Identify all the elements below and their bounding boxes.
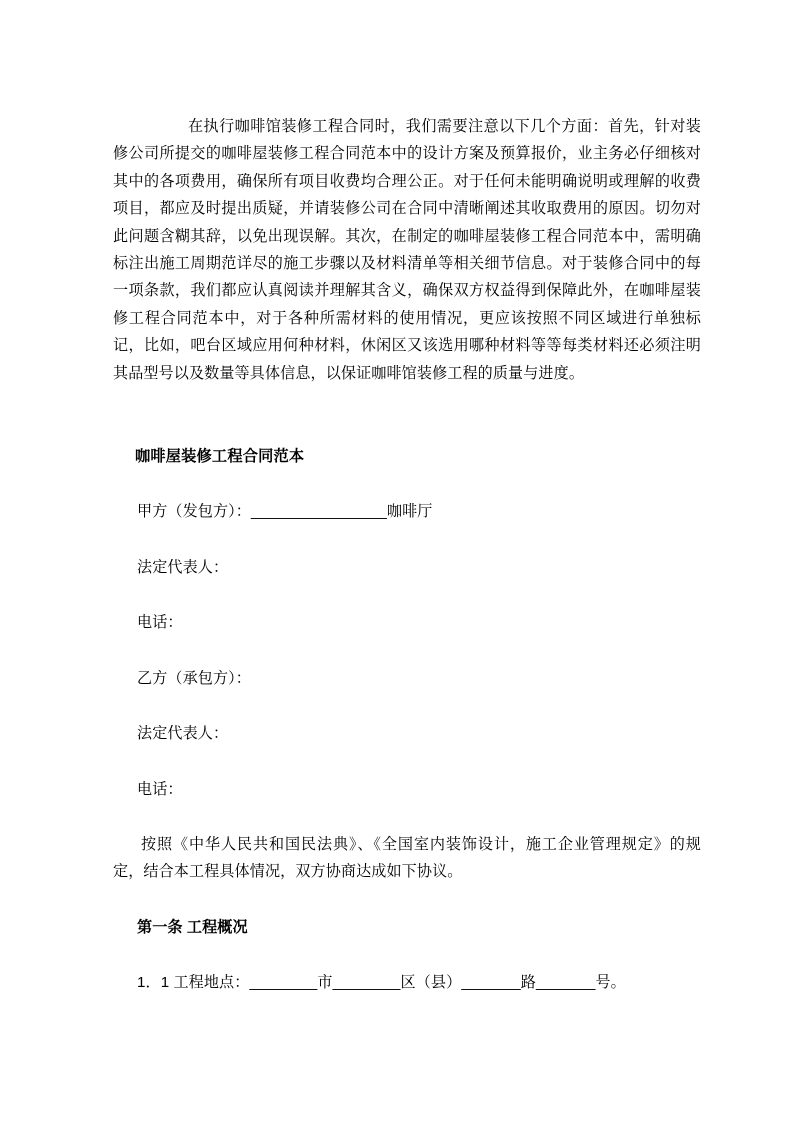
spacer-party-b-2 bbox=[113, 748, 700, 776]
spacer-party-a-3 bbox=[113, 637, 700, 665]
spacer-before-clause-1-1 bbox=[113, 941, 700, 969]
article-one-heading: 第一条 工程概况 bbox=[137, 918, 248, 936]
spacer-party-b-1 bbox=[113, 692, 700, 720]
party-a-phone-field: 电话： bbox=[137, 614, 183, 632]
spacer-before-legal-basis bbox=[113, 803, 700, 831]
spacer-after-intro bbox=[113, 387, 700, 443]
party-a-field: 甲方（发包方）：________________咖啡厅 bbox=[137, 503, 433, 521]
spacer-before-article-one bbox=[113, 886, 700, 914]
clause-1-1-project-location: 1．1 工程地点：________市________区（县）_______路_______号。 bbox=[137, 974, 626, 992]
spacer-after-title bbox=[113, 470, 700, 498]
document-title: 咖啡屋装修工程合同范本 bbox=[135, 448, 305, 466]
spacer-party-a-2 bbox=[113, 581, 700, 609]
party-a-legal-representative-field: 法定代表人： bbox=[137, 558, 229, 576]
party-b-phone-field: 电话： bbox=[137, 780, 183, 798]
intro-paragraph: 在执行咖啡馆装修工程合同时，我们需要注意以下几个方面：首先，针对装修公司所提交的咖啡屋装修工程合同范本中的设计方案及预算报价，业主务必仔细核对其中的各项费用，确保所有项目收费均合理公正。对于任何未能明确说明或理解的收费项目，都应及时提出质疑，并请装修公司在合同中清晰阐述其收取费用的原因。切勿对此问题含糊其辞，以免出现误解。其次，在制定的咖啡屋装修工程合同范本中，需明确标注出施工周期范详尽的施工步骤以及材料清单等相关细节信息。对于装修合同中的每一项条款，我们都应认真阅读并理解其含义，确保双方权益得到保障此外，在咖啡屋装修工程合同范本中，对于各种所需材料的使用情况，更应该按照不同区域进行单独标记，比如，吧台区域应用何种材料，休闲区又该选用哪种材料等等每类材料还必须注明其品型号以及数量等具体信息，以保证咖啡馆装修工程的质量与进度。 bbox=[113, 118, 701, 382]
party-b-legal-representative-field: 法定代表人： bbox=[137, 725, 229, 743]
legal-basis-paragraph: 按照《中华人民共和国民法典》、《全国室内装饰设计，施工企业管理规定》的规定，结合本工程具体情况，双方协商达成如下协议。 bbox=[113, 835, 701, 881]
spacer-party-a-1 bbox=[113, 526, 700, 554]
party-b-field: 乙方（承包方）： bbox=[137, 669, 252, 687]
